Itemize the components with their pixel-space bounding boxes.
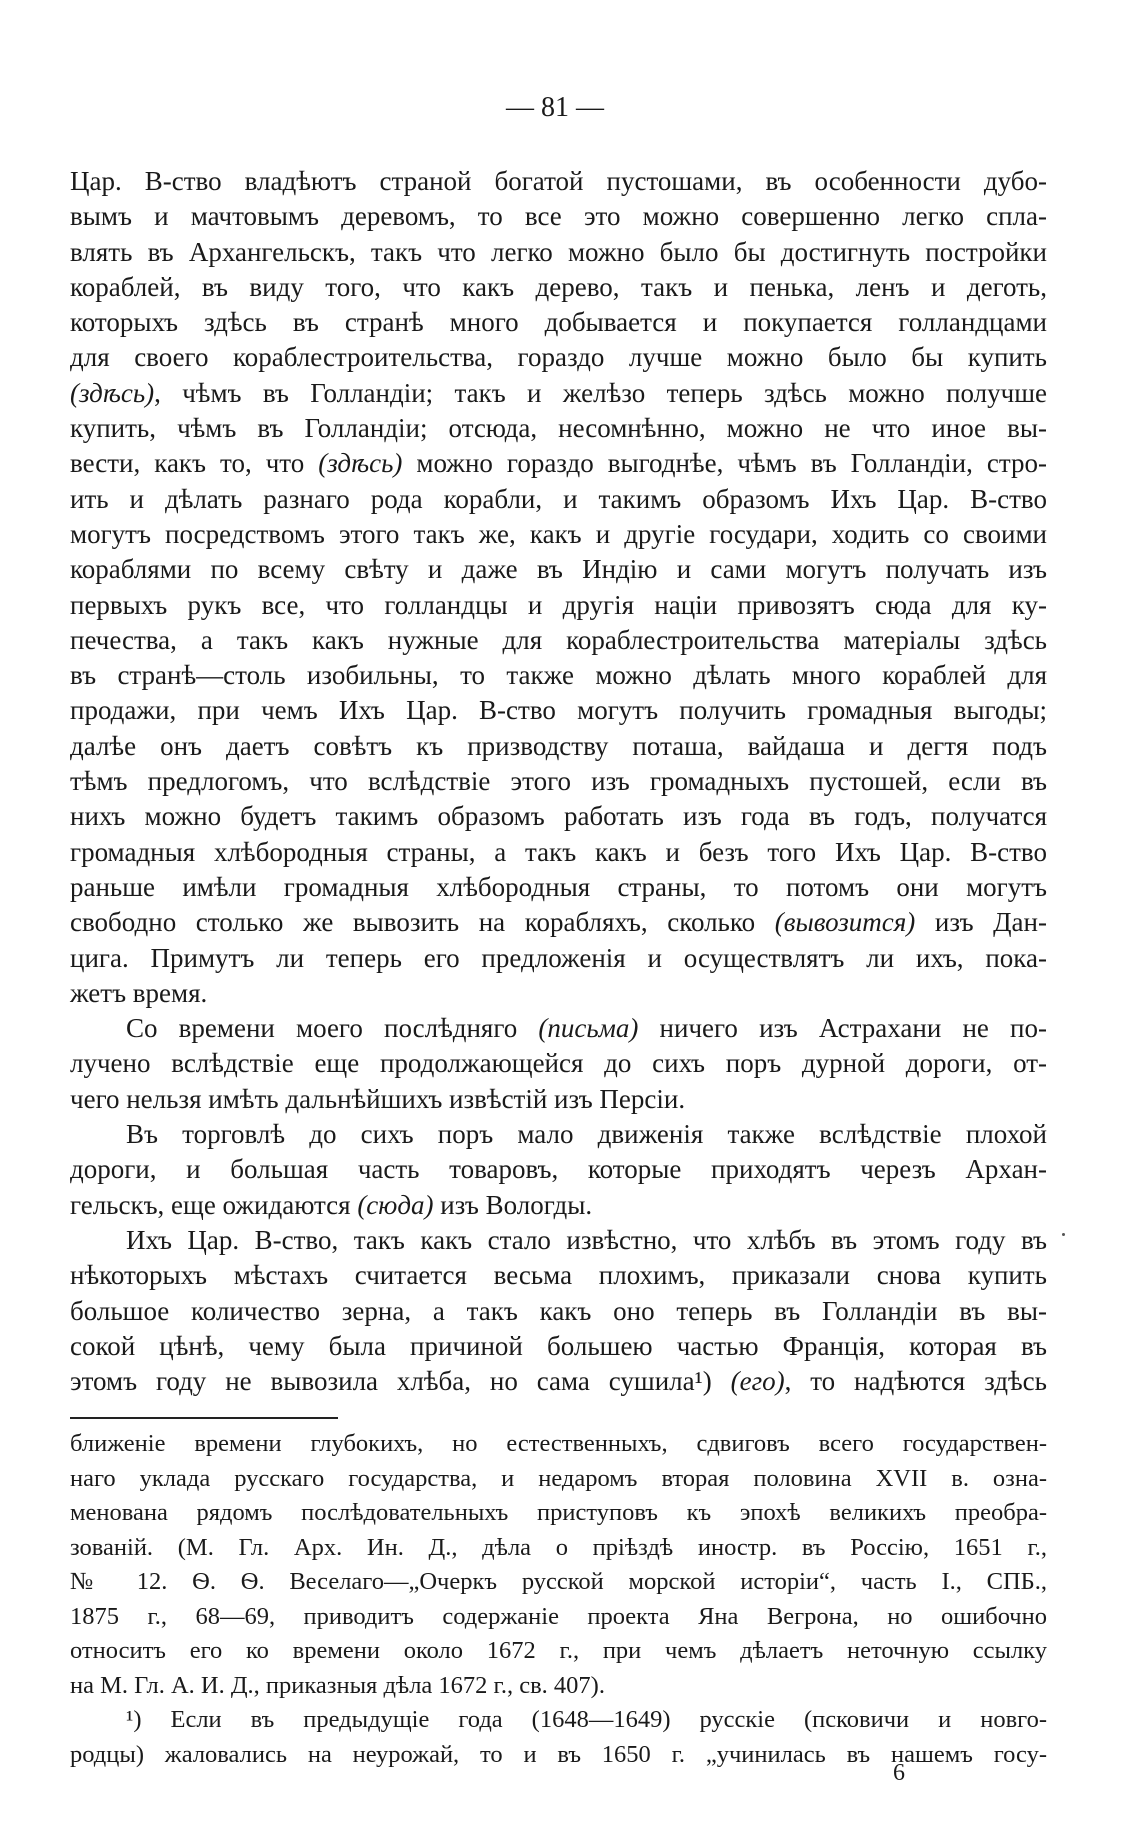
- italic-insertion: (здѣсь): [70, 377, 155, 408]
- text-line: [70, 411, 1047, 446]
- footnote-line: [70, 1462, 1047, 1497]
- text-segment: на М. Гл. А. И. Д., приказныя дѣла 1672 г., св. 407).: [70, 1671, 605, 1699]
- text-segment: Ихъ Цар. В-ство, такъ какъ стало извѣстно, что хлѣбъ въ этомъ году въ: [126, 1224, 1047, 1255]
- text-line: [70, 1188, 1047, 1223]
- text-segment: вымъ и мачтовымъ деревомъ, то все это можно совершенно легко спла-: [70, 201, 1047, 232]
- text-segment: въ странѣ—столь изобильны, то также можно дѣлать много кораблей для: [70, 660, 1047, 691]
- text-line: [70, 305, 1047, 340]
- margin-mark: [1062, 1233, 1065, 1236]
- footnote-line: [70, 1531, 1047, 1566]
- text-segment: печества, а такъ какъ нужные для кораблестроительства матеріалы здѣсь: [70, 624, 1047, 655]
- text-line: [70, 941, 1047, 976]
- text-segment: купить, чѣмъ въ Голландіи; отсюда, несомнѣнно, можно не что иное вы-: [70, 413, 1047, 444]
- text-segment: изъ Вологды.: [433, 1189, 593, 1220]
- text-segment: кораблями по всему свѣту и даже въ Индію и сами могутъ получать изъ: [70, 554, 1047, 585]
- italic-insertion: (его): [730, 1366, 785, 1397]
- text-segment: тѣмъ предлогомъ, что вслѣдствіе этого изъ громадныхъ пустошей, если въ: [70, 766, 1047, 797]
- text-segment: Со времени моего послѣдняго: [126, 1013, 539, 1044]
- text-segment: зованій. (М. Гл. Арх. Ин. Д., дѣла о пріѣздѣ иностр. въ Россію, 1651 г.,: [70, 1533, 1047, 1561]
- text-segment: раньше имѣли громадныя хлѣбородныя страны, то потомъ они могутъ: [70, 871, 1047, 902]
- text-segment: большое количество зерна, а такъ какъ оно теперь въ Голландіи въ вы-: [70, 1295, 1047, 1326]
- text-segment: Цар. В-ство владѣютъ страной богатой пустошами, въ особенности дубо-: [70, 166, 1047, 196]
- text-segment: изъ Дан-: [915, 907, 1047, 938]
- text-line: [70, 270, 1047, 305]
- text-segment: продажи, при чемъ Ихъ Цар. В-ство могутъ получить громадныя выгоды;: [70, 695, 1047, 726]
- text-segment: ничего изъ Астрахани не по-: [638, 1013, 1047, 1044]
- text-line: [70, 835, 1047, 870]
- text-segment: могутъ посредствомъ этого такъ же, какъ и другіе государи, ходить со своими: [70, 518, 1047, 549]
- text-segment: дороги, и большая часть товаровъ, которые приходятъ черезъ Архан-: [70, 1154, 1047, 1185]
- text-line: [70, 235, 1047, 270]
- page-number: — 81 —: [506, 92, 604, 123]
- text-line: [70, 764, 1047, 799]
- text-segment: лучено вслѣдствіе еще продолжающейся до сихъ поръ дурной дороги, от-: [70, 1048, 1047, 1079]
- footnote-line: [70, 1496, 1047, 1531]
- text-segment: нихъ можно будетъ такимъ образомъ работать изъ года въ годъ, получатся: [70, 801, 1047, 832]
- text-segment: громадныя хлѣбородныя страны, а такъ какъ и безъ того Ихъ Цар. В-ство: [70, 836, 1047, 867]
- text-segment: первыхъ рукъ все, что голландцы и другія націи привозятъ сюда для ку-: [70, 589, 1047, 620]
- footnote-line: [70, 1634, 1047, 1669]
- text-line: [70, 976, 1047, 1011]
- text-segment: Въ торговлѣ до сихъ поръ мало движенія также вслѣдствіе плохой: [126, 1119, 1047, 1150]
- text-line: [70, 1364, 1047, 1399]
- text-segment: можно гораздо выгоднѣе, чѣмъ въ Голландіи, стро-: [402, 448, 1047, 479]
- text-segment: вести, какъ то, что: [70, 448, 319, 479]
- text-segment: сокой цѣнѣ, чему была причиной большею частью Франція, которая въ: [70, 1330, 1047, 1361]
- footnote-line: [70, 1565, 1047, 1600]
- text-segment: цига. Примутъ ли теперь его предложенія и осуществлятъ ли ихъ, пока-: [70, 942, 1047, 973]
- text-line: [70, 1082, 1047, 1117]
- signature-mark: 6: [893, 1760, 905, 1786]
- text-segment: родцы) жаловались на неурожай, то и въ 1650 г. „учинилась въ нашемъ госу-: [70, 1740, 1047, 1768]
- footnote-line: [70, 1600, 1047, 1635]
- text-line: [70, 199, 1047, 234]
- text-segment: гельскъ, еще ожидаются: [70, 1189, 358, 1220]
- text-segment: наго уклада русскаго государства, и недаромъ вторая половина XVII в. озна-: [70, 1464, 1047, 1492]
- text-line: [70, 446, 1047, 481]
- text-line: [70, 658, 1047, 693]
- text-segment: менована рядомъ послѣдовательныхъ приступовъ къ эпохѣ великихъ преобра-: [70, 1499, 1047, 1526]
- text-segment: влять въ Архангельскъ, такъ что легко можно было бы достигнуть постройки: [70, 236, 1047, 267]
- italic-insertion: (вывозится): [774, 907, 916, 938]
- text-line: [70, 1329, 1047, 1364]
- text-line: [70, 588, 1047, 623]
- text-segment: ¹) Если въ предыдущіе года (1648—1649) русскіе (псковичи и новго-: [126, 1706, 1047, 1733]
- italic-insertion: (здѣсь): [318, 448, 403, 479]
- text-line: [70, 799, 1047, 834]
- footnotes: [70, 1427, 1047, 1772]
- footnote-rule: [70, 1417, 338, 1419]
- text-segment: 1875 г., 68—69, приводитъ содержаніе проекта Яна Вегрона, но ошибочно: [70, 1602, 1047, 1630]
- text-line: [70, 1258, 1047, 1293]
- text-segment: , чѣмъ въ Голландіи; такъ и желѣзо теперь здѣсь можно получше: [154, 377, 1047, 408]
- text-line: [70, 1046, 1047, 1081]
- text-segment: № 12. Ѳ. Ѳ. Веселаго—„Очеркъ русской морской исторіи“, часть I., СПБ.,: [70, 1568, 1047, 1595]
- italic-insertion: (сюда): [357, 1189, 434, 1220]
- text-line: [70, 623, 1047, 658]
- text-line: [70, 1117, 1047, 1152]
- text-segment: которыхъ здѣсь въ странѣ много добывается и покупается голландцами: [70, 307, 1047, 338]
- text-line: [70, 1152, 1047, 1187]
- text-line: [70, 905, 1047, 940]
- text-segment: ить и дѣлать разнаго рода корабли, и такимъ образомъ Ихъ Цар. В-ство: [70, 483, 1047, 514]
- text-line: [70, 482, 1047, 517]
- text-segment: жетъ время.: [70, 977, 208, 1008]
- text-line: [70, 1294, 1047, 1329]
- text-segment: этомъ году не вывозила хлѣба, но сама сушила¹): [70, 1366, 731, 1397]
- text-line: [70, 552, 1047, 587]
- text-line: [70, 376, 1047, 411]
- italic-insertion: (письма): [538, 1013, 639, 1044]
- text-segment: свободно столько же вывозить на корабляхъ, сколько: [70, 907, 775, 938]
- text-segment: относитъ его ко времени около 1672 г., при чемъ дѣлаетъ неточную ссылку: [70, 1637, 1047, 1664]
- text-segment: чего нельзя имѣть дальнѣйшихъ извѣстій изъ Персіи.: [70, 1083, 686, 1114]
- text-line: [70, 693, 1047, 728]
- text-segment: , то надѣются здѣсь: [784, 1366, 1047, 1397]
- footnote-line: [70, 1669, 1047, 1704]
- main-text: [70, 164, 1047, 1399]
- text-line: [70, 340, 1047, 375]
- footnote-line: [70, 1427, 1047, 1462]
- text-line: [70, 870, 1047, 905]
- text-line: [70, 1223, 1047, 1258]
- text-line: [70, 164, 1047, 199]
- text-segment: далѣе онъ даетъ совѣтъ къ призводству поташа, вайдаша и дегтя подъ: [70, 730, 1047, 761]
- text-line: [70, 517, 1047, 552]
- text-line: [70, 729, 1047, 764]
- text-segment: ближеніе времени глубокихъ, но естественныхъ, сдвиговъ всего государствен-: [70, 1430, 1047, 1457]
- text-segment: нѣкоторыхъ мѣстахъ считается весьма плохимъ, приказали снова купить: [70, 1260, 1047, 1291]
- footnote-line: [70, 1703, 1047, 1738]
- text-line: [70, 1011, 1047, 1046]
- text-segment: для своего кораблестроительства, гораздо лучше можно было бы купить: [70, 342, 1047, 373]
- text-segment: кораблей, въ виду того, что какъ дерево, такъ и пенька, ленъ и деготь,: [70, 271, 1047, 302]
